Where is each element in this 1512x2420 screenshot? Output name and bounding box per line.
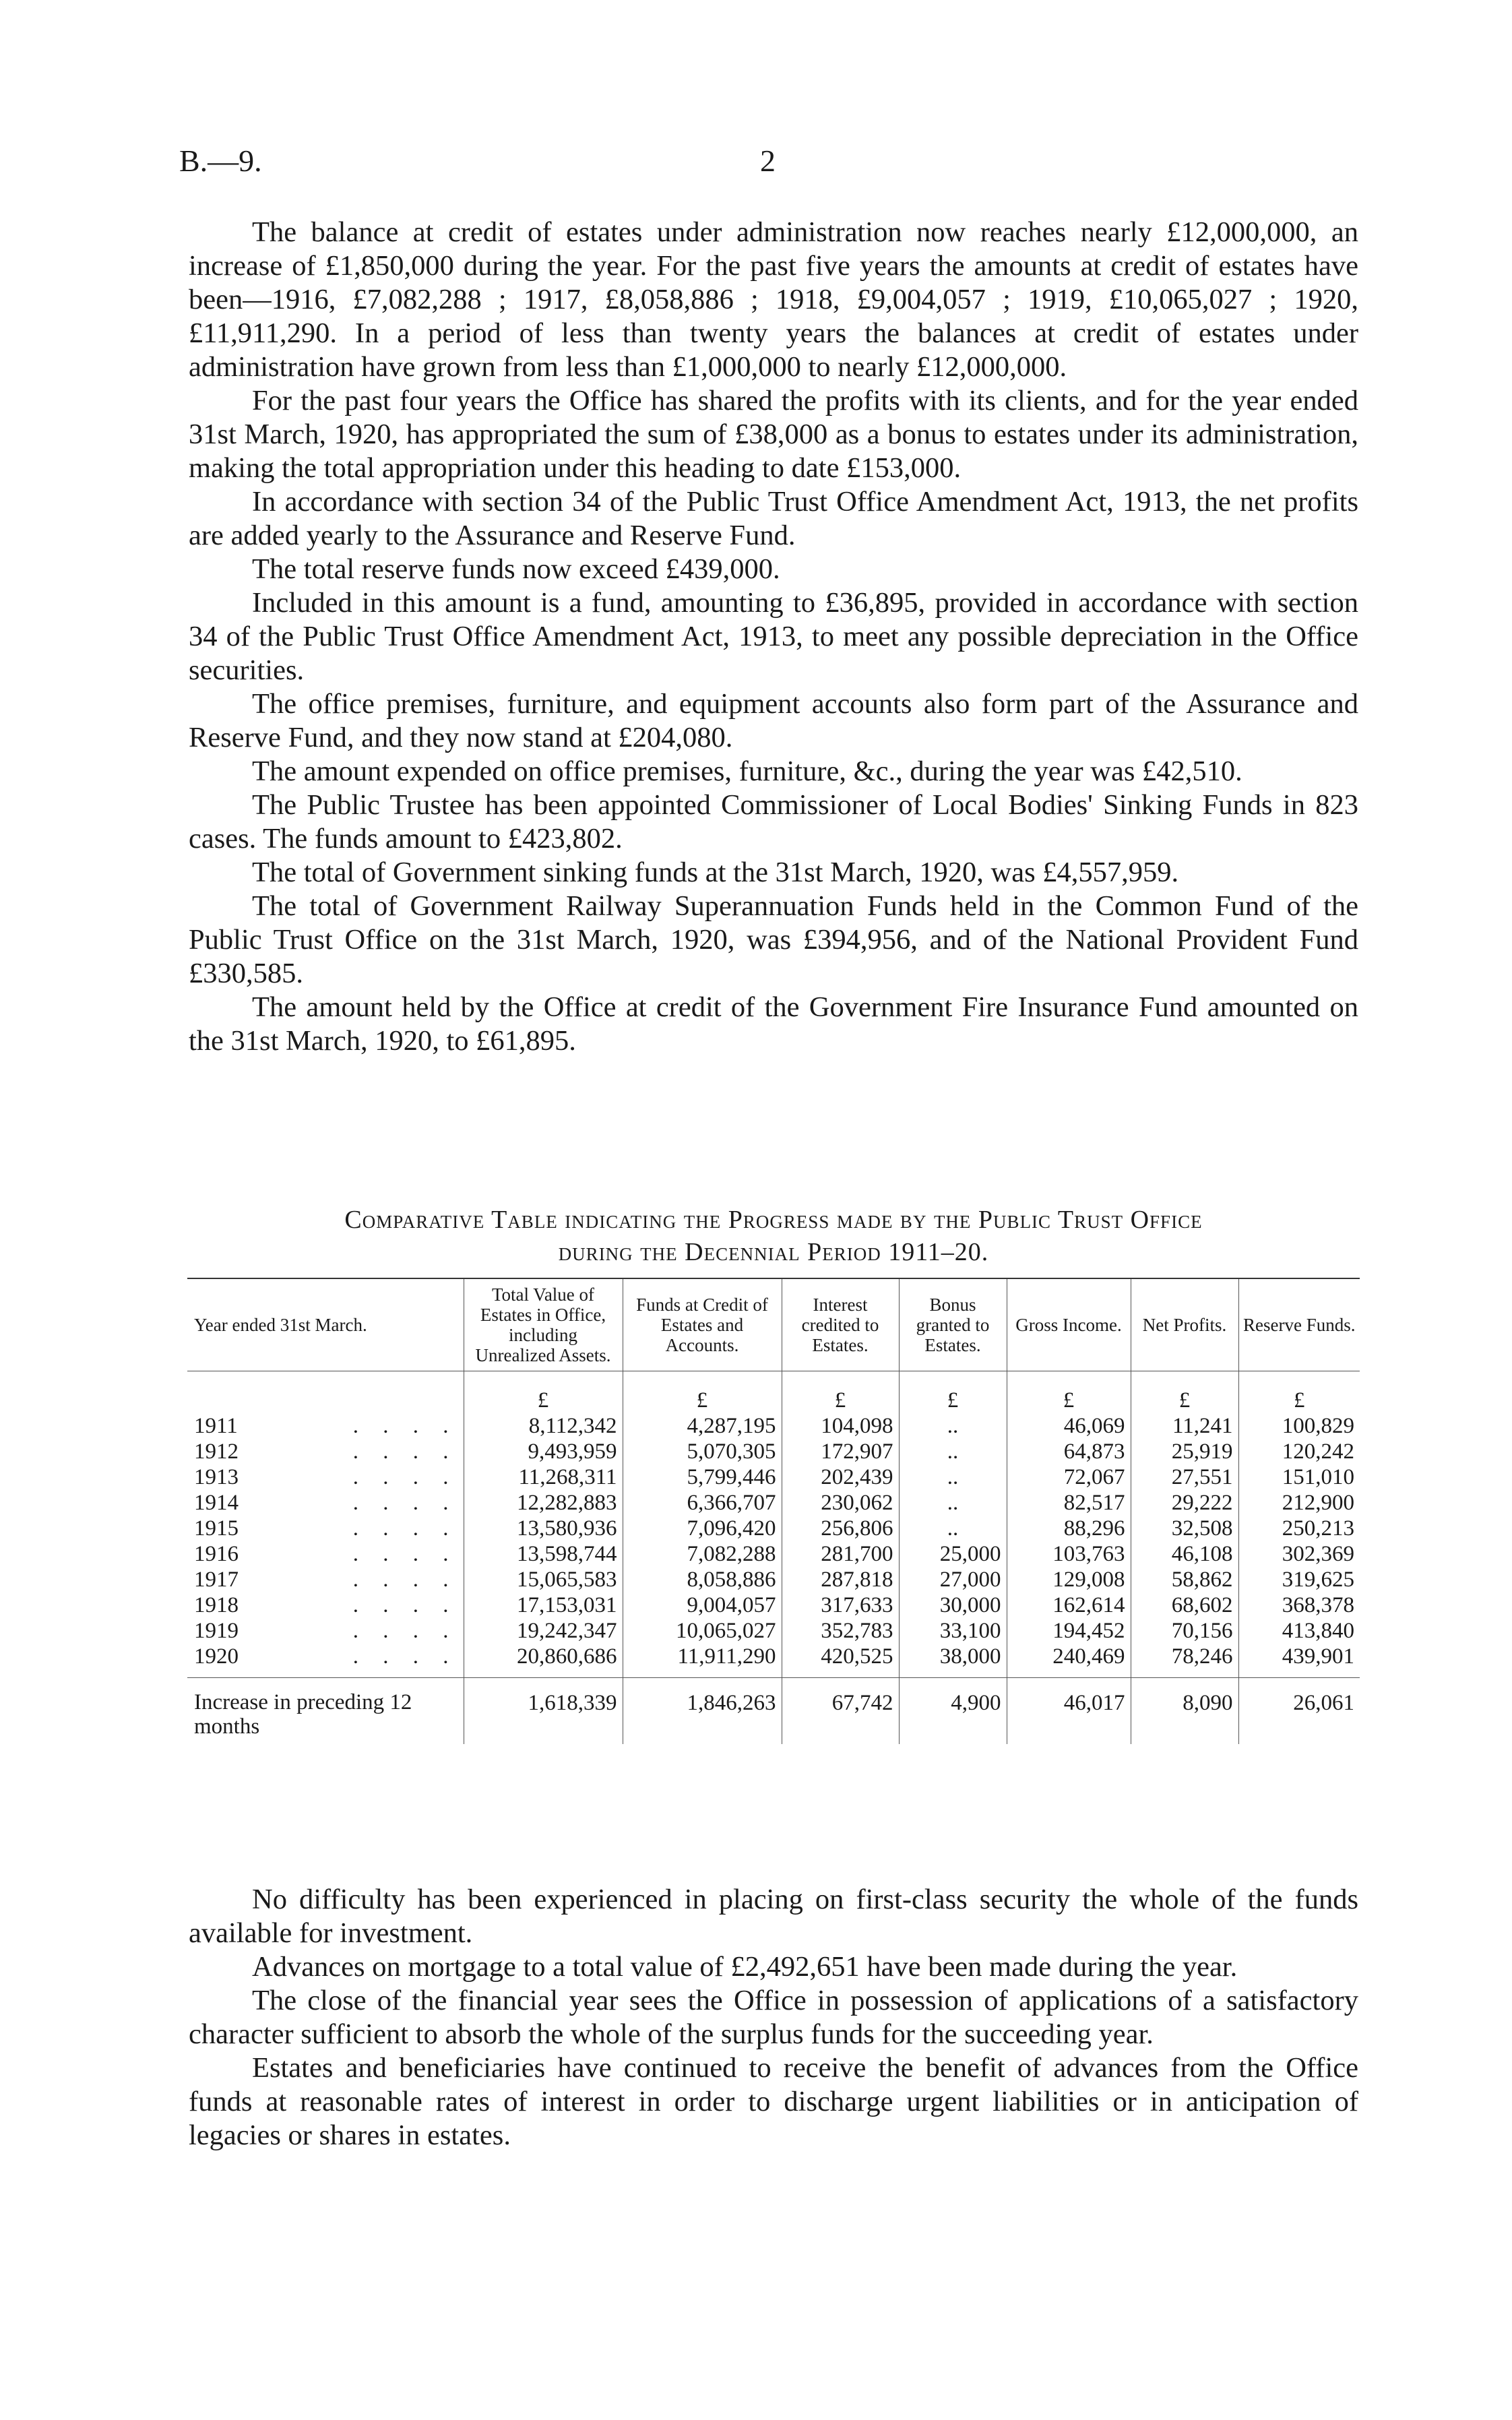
increase-gross-income: 46,017 (1007, 1678, 1131, 1745)
year-label: 1917 (194, 1568, 239, 1592)
leader-dots: . . . . (352, 1516, 458, 1541)
year-cell (187, 1439, 464, 1464)
cell-interest: 420,525 (782, 1644, 899, 1678)
year-cell (187, 1567, 464, 1592)
cell-gross-income: 88,296 (1007, 1516, 1131, 1541)
cell-bonus: 33,100 (899, 1618, 1007, 1644)
paragraph: The close of the financial year sees the Office in possession of applications of a satisfactory character sufficient to absorb the whole of the surplus funds for the succeeding year. (189, 1985, 1358, 2050)
column-header: Reserve Funds. (1238, 1278, 1360, 1371)
cell-funds-at-credit: 8,058,886 (623, 1567, 782, 1592)
column-header: Year ended 31st March. (187, 1278, 464, 1371)
cell-funds-at-credit: 9,004,057 (623, 1592, 782, 1618)
cell-gross-income: 194,452 (1007, 1618, 1131, 1644)
column-header: Interest credited to Estates. (782, 1278, 899, 1371)
leader-dots: . . . . (352, 1414, 458, 1438)
year-cell (187, 1618, 464, 1644)
paragraph: No difficulty has been experienced in placing on first-class security the whole of the funds available for investment. (189, 1884, 1358, 1949)
cell-gross-income: 46,069 (1007, 1413, 1131, 1439)
cell-total-value: 11,268,311 (464, 1464, 623, 1490)
year-cell (187, 1541, 464, 1567)
year-cell (187, 1413, 464, 1439)
unit-symbol: £ (1238, 1371, 1360, 1414)
year-label: 1911 (194, 1414, 238, 1438)
cell-gross-income: 72,067 (1007, 1464, 1131, 1490)
increase-label: Increase in preceding 12 months (187, 1678, 464, 1745)
cell-net-profits: 29,222 (1131, 1490, 1238, 1516)
cell-net-profits: 70,156 (1131, 1618, 1238, 1644)
year-label: 1916 (194, 1542, 239, 1566)
cell-bonus: 27,000 (899, 1567, 1007, 1592)
unit-symbol: £ (1007, 1371, 1131, 1414)
cell-net-profits: 25,919 (1131, 1439, 1238, 1464)
table-header-row (187, 1278, 1360, 1371)
unit-symbol: £ (782, 1371, 899, 1414)
table-title (189, 1204, 1358, 1268)
column-header: Gross Income. (1007, 1278, 1131, 1371)
cell-interest: 287,818 (782, 1567, 899, 1592)
cell-bonus: .. (899, 1439, 1007, 1464)
table-row (187, 1541, 1360, 1567)
paragraph: The amount held by the Office at credit of the Government Fire Insurance Fund amounted on the 31st March, 1920, to £61,895. (189, 991, 1358, 1057)
cell-net-profits: 46,108 (1131, 1541, 1238, 1567)
cell-interest: 256,806 (782, 1516, 899, 1541)
cell-total-value: 17,153,031 (464, 1592, 623, 1618)
increase-row (187, 1678, 1360, 1745)
cell-interest: 230,062 (782, 1490, 899, 1516)
cell-total-value: 13,598,744 (464, 1541, 623, 1567)
cell-funds-at-credit: 7,096,420 (623, 1516, 782, 1541)
page-number: 2 (760, 144, 776, 178)
cell-funds-at-credit: 11,911,290 (623, 1644, 782, 1678)
increase-interest: 67,742 (782, 1678, 899, 1745)
column-header: Total Value of Estates in Office, including Unrealized Assets. (464, 1278, 623, 1371)
table-title-line: during the Decennial Period 1911–20. (558, 1238, 989, 1266)
table-row (187, 1592, 1360, 1618)
intro-text (189, 216, 1358, 1058)
year-cell (187, 1490, 464, 1516)
cell-net-profits: 78,246 (1131, 1644, 1238, 1678)
year-label: 1918 (194, 1593, 239, 1617)
year-cell (187, 1644, 464, 1678)
year-label: 1915 (194, 1516, 239, 1541)
table-row (187, 1464, 1360, 1490)
paragraph: The amount expended on office premises, furniture, &c., during the year was £42,510. (252, 755, 1242, 787)
cell-gross-income: 240,469 (1007, 1644, 1131, 1678)
cell-reserve-funds: 302,369 (1238, 1541, 1360, 1567)
table-row (187, 1618, 1360, 1644)
increase-reserve-funds: 26,061 (1238, 1678, 1360, 1745)
cell-reserve-funds: 250,213 (1238, 1516, 1360, 1541)
year-label: 1920 (194, 1644, 239, 1669)
leader-dots: . . . . (352, 1644, 458, 1669)
year-label: 1914 (194, 1491, 239, 1515)
cell-interest: 317,633 (782, 1592, 899, 1618)
cell-total-value: 8,112,342 (464, 1413, 623, 1439)
cell-funds-at-credit: 6,366,707 (623, 1490, 782, 1516)
paragraph: The total of Government Railway Superannuation Funds held in the Common Fund of the Public Trust Office on the 31st March, 1920, was £394,956, and of the National Provident Fund £330,585. (189, 890, 1358, 989)
paragraph: The total of Government sinking funds at the 31st March, 1920, was £4,557,959. (252, 857, 1179, 888)
cell-reserve-funds: 413,840 (1238, 1618, 1360, 1644)
paragraph: The office premises, furniture, and equipment accounts also form part of the Assurance and Reserve Fund, and they now stand at £204,080. (189, 688, 1358, 753)
paragraph: For the past four years the Office has shared the profits with its clients, and for the year ended 31st March, 1920, has appropriated the sum of £38,000 as a bonus to estates under its administration, making the total appropriation under this heading to date £153,000. (189, 385, 1358, 484)
increase-funds-at-credit: 1,846,263 (623, 1678, 782, 1745)
paragraph: Estates and beneficiaries have continued to receive the benefit of advances from the Office funds at reasonable rates of interest in order to discharge urgent liabilities or in anticipation of legacies or shares in estates. (189, 2052, 1358, 2151)
cell-net-profits: 58,862 (1131, 1567, 1238, 1592)
cell-interest: 202,439 (782, 1464, 899, 1490)
year-label: 1913 (194, 1465, 239, 1489)
cell-total-value: 20,860,686 (464, 1644, 623, 1678)
increase-total-value: 1,618,339 (464, 1678, 623, 1745)
cell-gross-income: 162,614 (1007, 1592, 1131, 1618)
year-label: 1912 (194, 1439, 239, 1464)
paragraph: The balance at credit of estates under administration now reaches nearly £12,000,000, an increase of £1,850,000 during the year. For the past five years the amounts at credit of estates have been—1916, £7,082,288 ; 1917, £8,058,886 ; 1918, £9,004,057 ; 1919, £10,065,027 ; 1920, £11,911,290. In a period of less than twenty years the balances at credit of estates under administration have grown from less than £1,000,000 to nearly £12,000,000. (189, 216, 1358, 383)
cell-total-value: 13,580,936 (464, 1516, 623, 1541)
table-row (187, 1490, 1360, 1516)
cell-funds-at-credit: 7,082,288 (623, 1541, 782, 1567)
cell-net-profits: 27,551 (1131, 1464, 1238, 1490)
cell-reserve-funds: 319,625 (1238, 1567, 1360, 1592)
year-label: 1919 (194, 1619, 239, 1643)
cell-bonus: .. (899, 1413, 1007, 1439)
leader-dots: . . . . (352, 1465, 458, 1489)
increase-net-profits: 8,090 (1131, 1678, 1238, 1745)
paragraph: Advances on mortgage to a total value of £2,492,651 have been made during the year. (252, 1951, 1238, 1983)
cell-net-profits: 32,508 (1131, 1516, 1238, 1541)
cell-bonus: 25,000 (899, 1541, 1007, 1567)
cell-bonus: .. (899, 1464, 1007, 1490)
progress-table (187, 1278, 1360, 1744)
cell-reserve-funds: 439,901 (1238, 1644, 1360, 1678)
leader-dots: . . . . (352, 1491, 458, 1515)
cell-bonus: 30,000 (899, 1592, 1007, 1618)
cell-reserve-funds: 151,010 (1238, 1464, 1360, 1490)
cell-net-profits: 11,241 (1131, 1413, 1238, 1439)
cell-net-profits: 68,602 (1131, 1592, 1238, 1618)
cell-gross-income: 82,517 (1007, 1490, 1131, 1516)
year-cell (187, 1516, 464, 1541)
unit-symbol: £ (464, 1371, 623, 1414)
table-row (187, 1567, 1360, 1592)
cell-funds-at-credit: 10,065,027 (623, 1618, 782, 1644)
unit-symbol: £ (1131, 1371, 1238, 1414)
unit-symbol: £ (623, 1371, 782, 1414)
cell-gross-income: 129,008 (1007, 1567, 1131, 1592)
year-cell (187, 1592, 464, 1618)
year-cell (187, 1464, 464, 1490)
column-header: Funds at Credit of Estates and Accounts. (623, 1278, 782, 1371)
column-header: Net Profits. (1131, 1278, 1238, 1371)
leader-dots: . . . . (352, 1568, 458, 1592)
cell-bonus: .. (899, 1516, 1007, 1541)
cell-interest: 104,098 (782, 1413, 899, 1439)
leader-dots: . . . . (352, 1542, 458, 1566)
cell-interest: 281,700 (782, 1541, 899, 1567)
outro-text (189, 1883, 1358, 2152)
cell-funds-at-credit: 5,799,446 (623, 1464, 782, 1490)
leader-dots: . . . . (352, 1619, 458, 1643)
cell-gross-income: 64,873 (1007, 1439, 1131, 1464)
leader-dots: . . . . (352, 1439, 458, 1464)
paragraph: The Public Trustee has been appointed Commissioner of Local Bodies' Sinking Funds in 823 cases. The funds amount to £423,802. (189, 789, 1358, 855)
cell-total-value: 15,065,583 (464, 1567, 623, 1592)
increase-bonus: 4,900 (899, 1678, 1007, 1745)
paragraph: In accordance with section 34 of the Public Trust Office Amendment Act, 1913, the net profits are added yearly to the Assurance and Reserve Fund. (189, 486, 1358, 551)
cell-funds-at-credit: 4,287,195 (623, 1413, 782, 1439)
cell-funds-at-credit: 5,070,305 (623, 1439, 782, 1464)
cell-reserve-funds: 212,900 (1238, 1490, 1360, 1516)
paragraph: The total reserve funds now exceed £439,000. (252, 553, 780, 585)
column-header: Bonus granted to Estates. (899, 1278, 1007, 1371)
unit-symbol: £ (899, 1371, 1007, 1414)
document-code: B.—9. (179, 144, 262, 178)
cell-total-value: 9,493,959 (464, 1439, 623, 1464)
cell-reserve-funds: 368,378 (1238, 1592, 1360, 1618)
paragraph: Included in this amount is a fund, amounting to £36,895, provided in accordance with section 34 of the Public Trust Office Amendment Act, 1913, to meet any possible depreciation in the Office securities. (189, 587, 1358, 686)
table-title-line: Comparative Table indicating the Progress made by the Public Trust Office (344, 1206, 1203, 1234)
cell-reserve-funds: 120,242 (1238, 1439, 1360, 1464)
cell-interest: 172,907 (782, 1439, 899, 1464)
table-row (187, 1644, 1360, 1678)
cell-bonus: .. (899, 1490, 1007, 1516)
cell-reserve-funds: 100,829 (1238, 1413, 1360, 1439)
cell-interest: 352,783 (782, 1618, 899, 1644)
table-row (187, 1413, 1360, 1439)
units-row (187, 1371, 1360, 1414)
cell-gross-income: 103,763 (1007, 1541, 1131, 1567)
table-row (187, 1516, 1360, 1541)
table-row (187, 1439, 1360, 1464)
leader-dots: . . . . (352, 1593, 458, 1617)
cell-bonus: 38,000 (899, 1644, 1007, 1678)
cell-total-value: 12,282,883 (464, 1490, 623, 1516)
cell-total-value: 19,242,347 (464, 1618, 623, 1644)
